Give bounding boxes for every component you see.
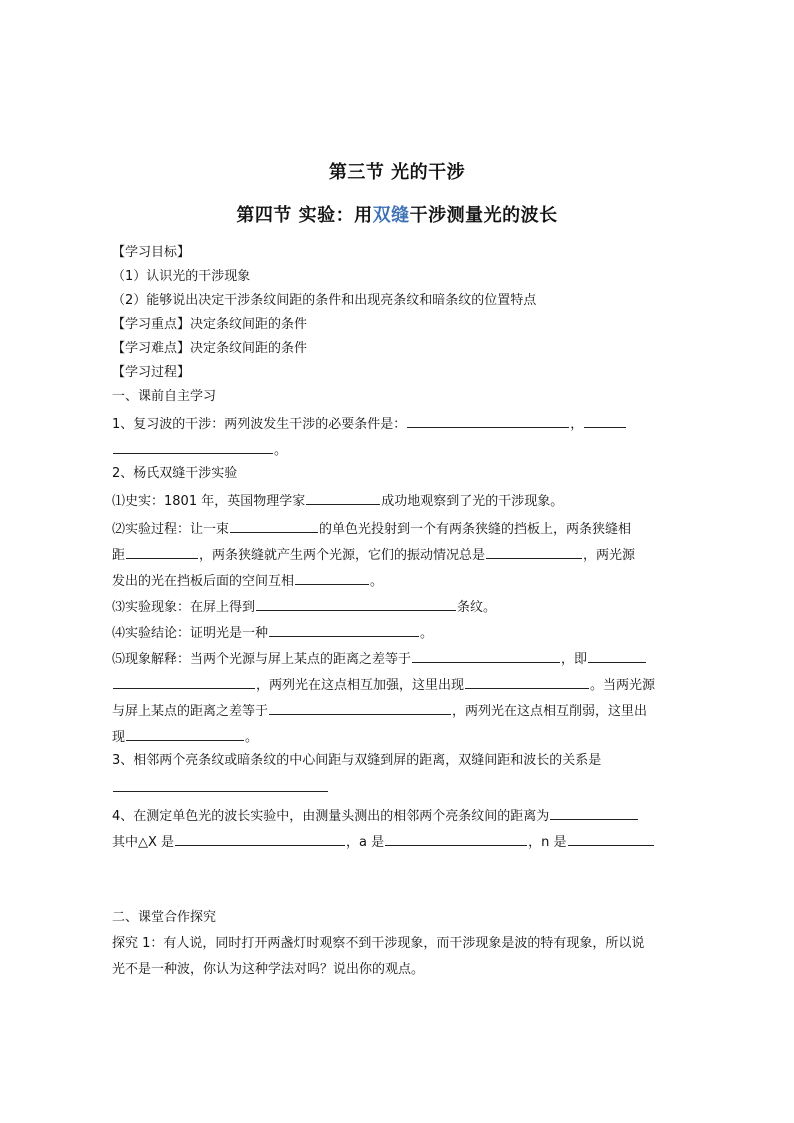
answer-blank[interactable]: [113, 777, 328, 792]
process-line-1: ⑵实验过程：让一束 的单色光投射到一个有两条狭缝的挡板上，两条狭缝相: [112, 518, 688, 540]
objective-2: （2）能够说出决定干涉条纹间距的条件和出现亮条纹和暗条纹的位置特点: [112, 293, 537, 308]
objectives-header: 【学习目标】: [112, 245, 191, 260]
conclusion-line: ⑷实验结论：证明光是一种 。: [112, 622, 688, 644]
section4-title-pre: 第四节 实验：用: [236, 205, 373, 226]
question-4: 4、在测定单色光的波长实验中，由测量头测出的相邻两个亮条纹间的距离为: [112, 805, 688, 827]
process-line-3: 发出的光在挡板后面的空间互相 。: [112, 570, 688, 592]
explanation-line-1: ⑸现象解释：当两个光源与屏上某点的距离之差等于 ，即: [112, 648, 688, 670]
difficulty-text: 决定条纹间距的条件: [190, 341, 308, 356]
key-point-label: 【学习重点】: [112, 317, 191, 332]
answer-blank[interactable]: [306, 490, 380, 505]
answer-blank[interactable]: [295, 570, 369, 585]
question-1-cont: 。: [112, 439, 688, 461]
question-3-cont: [112, 777, 688, 799]
part2-header: 二、课堂合作探究: [112, 910, 217, 925]
answer-blank[interactable]: [588, 648, 646, 663]
answer-blank[interactable]: [126, 726, 244, 741]
answer-blank[interactable]: [230, 518, 318, 533]
explore-1-line-2: 光不是一种波，你认为这种学法对吗？说出你的观点。: [112, 962, 425, 977]
explanation-line-4: 现 。: [112, 726, 688, 748]
objective-1: （1）认识光的干涉现象: [112, 269, 251, 284]
process-line-2: 距 ，两条狭缝就产生两个光源，它们的振动情况总是 ，两光源: [112, 544, 688, 566]
part1-header: 一、课前自主学习: [112, 389, 217, 404]
section3-title: 第三节 光的干涉: [328, 162, 466, 183]
key-point: [112, 315, 688, 335]
answer-blank[interactable]: [385, 831, 527, 846]
answer-blank[interactable]: [256, 596, 456, 611]
phenomenon-line: ⑶实验现象：在屏上得到 条纹。: [112, 596, 688, 618]
answer-blank[interactable]: [486, 544, 582, 559]
difficulty-label: 【学习难点】: [112, 341, 191, 356]
key-point-text: 决定条纹间距的条件: [190, 317, 308, 332]
section4-title-accent: 双缝: [372, 205, 410, 226]
difficulty: [112, 339, 688, 359]
answer-blank[interactable]: [126, 544, 198, 559]
answer-blank[interactable]: [175, 831, 345, 846]
answer-blank[interactable]: [113, 439, 273, 454]
question-1: 1、复习波的干涉：两列波发生干涉的必要条件是： ，: [112, 413, 688, 435]
question-4-cont: 其中△X 是 ，a 是 ，n 是: [112, 831, 688, 853]
answer-blank[interactable]: [113, 674, 255, 689]
answer-blank[interactable]: [550, 805, 638, 820]
question-3: 3、相邻两个亮条纹或暗条纹的中心间距与双缝到屏的距离，双缝间距和波长的关系是: [112, 753, 602, 768]
explanation-line-3: 与屏上某点的距离之差等于 ，两列光在这点相互削弱，这里出: [112, 700, 688, 722]
answer-blank[interactable]: [407, 413, 569, 428]
section4-title: [0, 201, 794, 227]
answer-blank[interactable]: [269, 622, 419, 637]
history-line: ⑴史实：1801 年，英国物理学家 成功地观察到了光的干涉现象。: [112, 490, 688, 512]
question-2-header: 2、杨氏双缝干涉实验: [112, 466, 238, 481]
explore-1-line-1: 探究 1：有人说，同时打开两盏灯时观察不到干涉现象，而干涉现象是波的特有现象，所以说: [112, 936, 645, 951]
explanation-line-2: ，两列光在这点相互加强，这里出现 。当两光源: [112, 674, 688, 696]
answer-blank[interactable]: [269, 700, 451, 715]
process-header: 【学习过程】: [112, 365, 191, 380]
section4-title-post: 干涉测量光的波长: [409, 205, 558, 226]
answer-blank[interactable]: [568, 831, 654, 846]
answer-blank[interactable]: [412, 648, 560, 663]
answer-blank[interactable]: [584, 413, 626, 428]
answer-blank[interactable]: [465, 674, 589, 689]
